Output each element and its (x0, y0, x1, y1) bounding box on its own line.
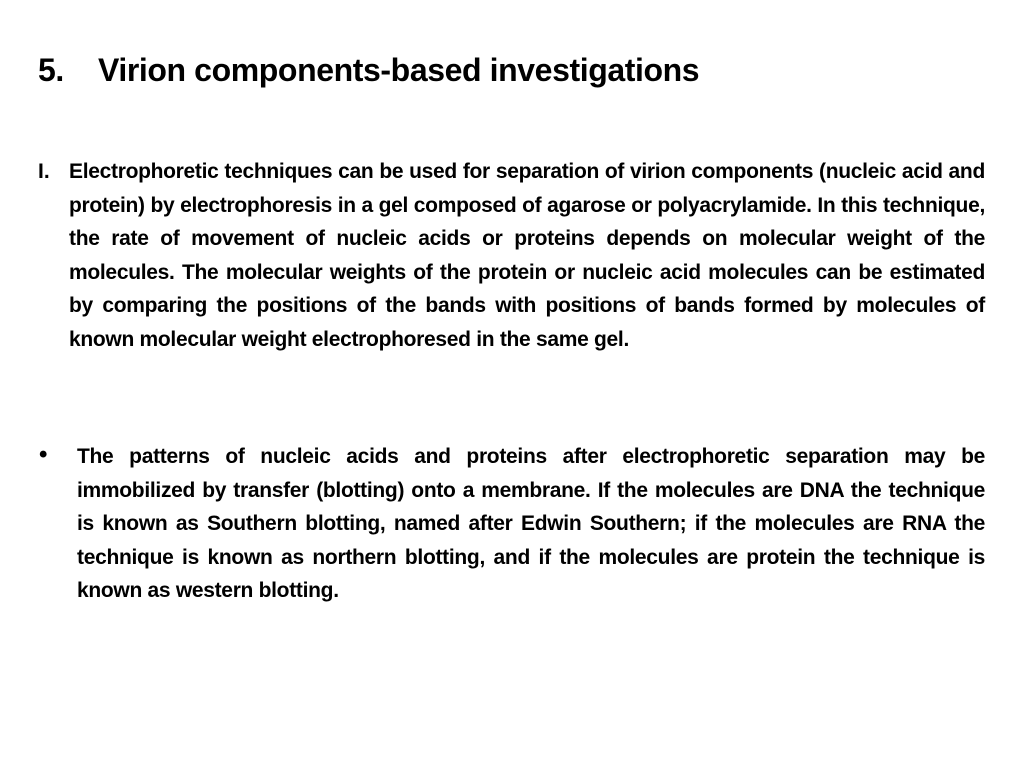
title-text: Virion components-based investigations (98, 52, 700, 88)
paragraph-electrophoresis: Electrophoretic techniques can be used for separation of virion components (nucleic acid and protein) by electrophoresis in a gel composed of agarose or polyacrylamide. In this technique, the rate of movement of nucleic acids or proteins depends on molecular weight of the molecules. The molecular weights of the protein or nucleic acid molecules can be estimated by comparing the positions of the bands with positions of bands formed by molecules of known molecular weight electrophoresed in the same gel. (69, 160, 985, 351)
slide-title (38, 50, 699, 90)
roman-numeral-marker: I. (38, 160, 50, 183)
title-number: 5. (38, 52, 64, 88)
bullet-icon: • (39, 441, 48, 468)
paragraph-blotting: The patterns of nucleic acids and proteins after electrophoretic separation may be immobilized by transfer (blotting) onto a membrane. If the molecules are DNA the technique is known as Southern blotting, named after Edwin Southern; if the molecules are RNA the technique is known as northern blotting, and if the molecules are protein the technique is known as western blotting. (77, 445, 985, 603)
